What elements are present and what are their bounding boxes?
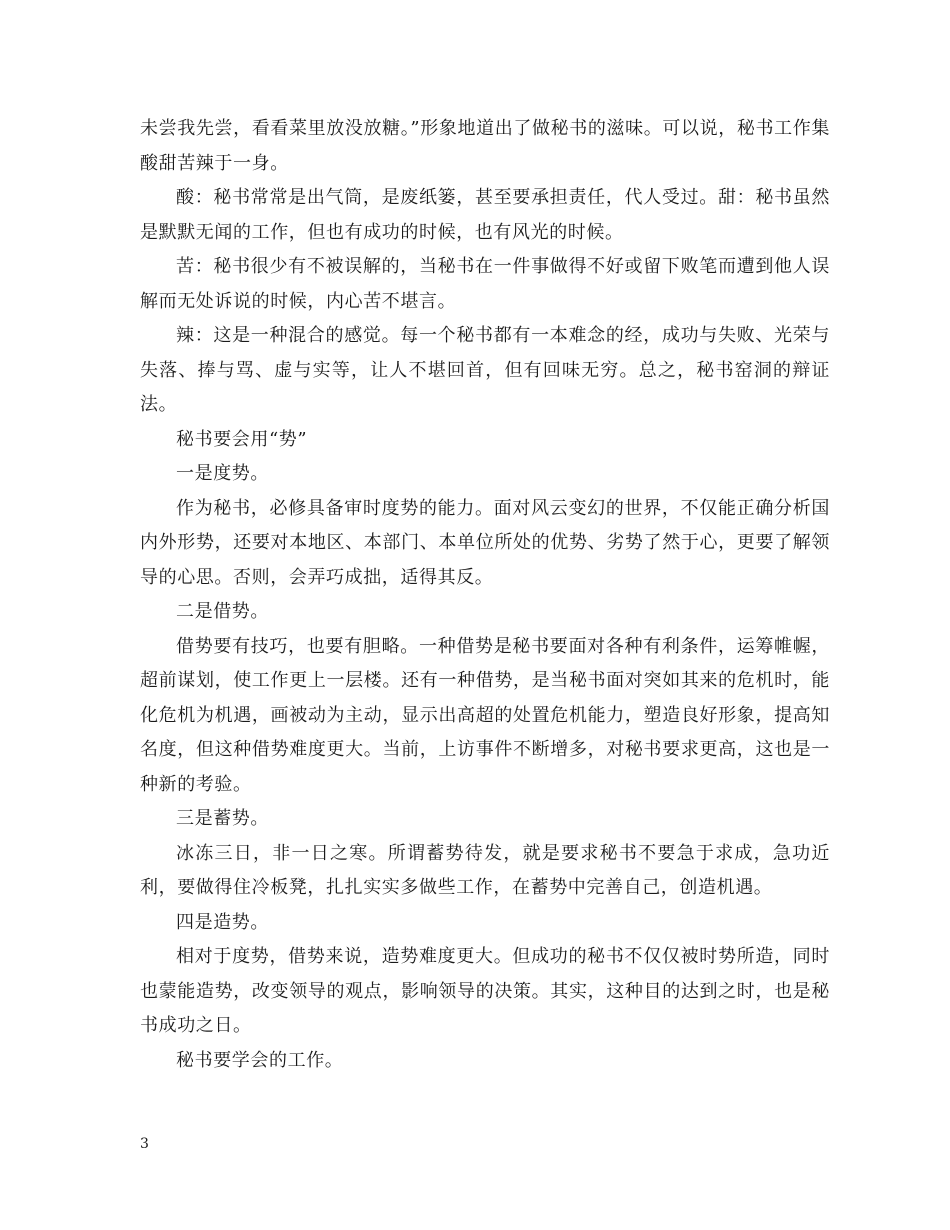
- subheading-accumulate: 三是蓄势。: [176, 808, 269, 829]
- document-body: [140, 112, 830, 1078]
- section-heading-use-momentum: 秘书要会用“势”: [176, 428, 308, 450]
- paragraph-assess: 作为秘书，必修具备审时度势的能力。面对风云变幻的世界，不仅能正确分析国内外形势，还要对本地区、本部门、本单位所处的优势、劣势了然于心，更要了解领导的心思。否则，会弄巧成拙，适得其反。: [140, 497, 830, 588]
- paragraph-borrow: 借势要有技巧，也要有胆略。一种借势是秘书要面对各种有利条件，运筹帷幄，超前谋划，使工作更上一层楼。还有一种借势，是当秘书面对突如其来的危机时，能化危机为机遇，画被动为主动，显示出高超的处置危机能力，塑造良好形象，提高知名度，但这种借势难度更大。当前，上访事件不断增多，对秘书要求更高，这也是一种新的考验。: [140, 635, 830, 795]
- paragraph-accumulate: 冰冻三日，非一日之寒。所谓蓄势待发，就是要求秘书不要急于求成，急功近利，要做得住冷板凳，扎扎实实多做些工作，在蓄势中完善自己，创造机遇。: [140, 842, 830, 898]
- paragraph-continuation: 未尝我先尝，看看菜里放没放糖。”形象地道出了做秘书的滋味。可以说，秘书工作集酸甜苦辣于一身。: [140, 118, 830, 174]
- section-heading-work: 秘书要学会的工作。: [176, 1049, 344, 1071]
- paragraph-sour: 酸：秘书常常是出气筒，是废纸篓，甚至要承担责任，代人受过。甜：秘书虽然是默默无闻的工作，但也有成功的时候，也有风光的时候。: [140, 187, 830, 243]
- subheading-borrow: 二是借势。: [176, 601, 269, 622]
- paragraph-bitter: 苦：秘书很少有不被误解的，当秘书在一件事做得不好或留下败笔而遭到他人误解而无处诉说的时候，内心苦不堪言。: [140, 256, 830, 312]
- subheading-assess: 一是度势。: [176, 463, 269, 484]
- subheading-create: 四是造势。: [176, 911, 269, 933]
- page-number: 3: [140, 1136, 149, 1152]
- paragraph-create: 相对于度势，借势来说，造势难度更大。但成功的秘书不仅仅被时势所造，同时也蒙能造势，改变领导的观点，影响领导的决策。其实，这种目的达到之时，也是秘书成功之日。: [140, 946, 830, 1036]
- paragraph-spicy: 辣：这是一种混合的感觉。每一个秘书都有一本难念的经，成功与失败、光荣与失落、捧与骂、虚与实等，让人不堪回首，但有回味无穷。总之，秘书窑洞的辩证法。: [140, 325, 830, 415]
